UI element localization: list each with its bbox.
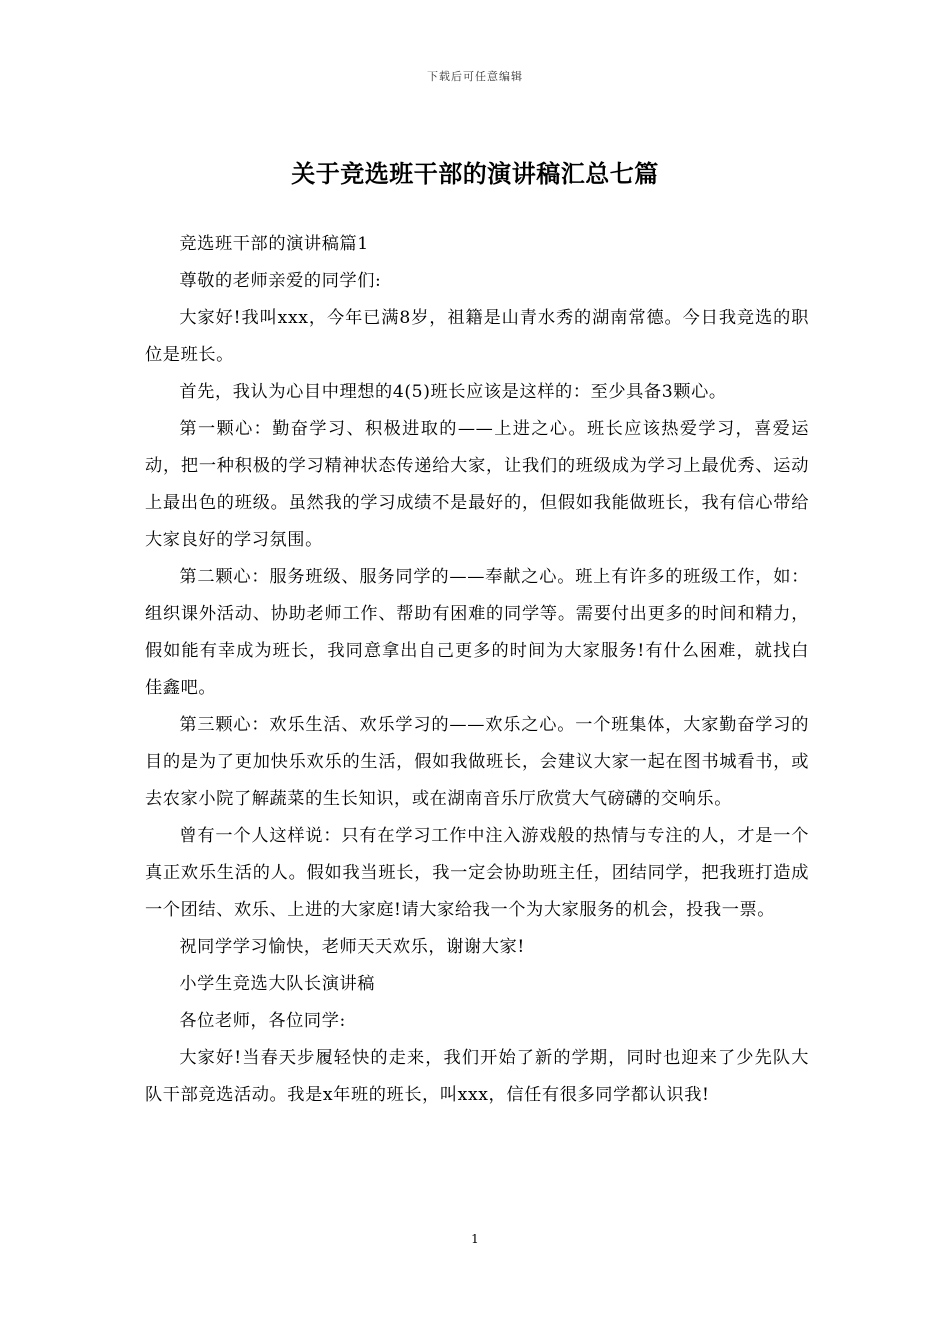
paragraph-introduction-2: 大家好!当春天步履轻快的走来，我们开始了新的学期，同时也迎来了少先队大队干部竞选活动。我是x年班的班长，叫xxx，信任有很多同学都认识我! [145,1048,809,1105]
paragraph-first-heart: 第一颗心：勤奋学习、积极进取的——上进之心。班长应该热爱学习，喜爱运动，把一种积极的学习精神状态传递给大家，让我们的班级成为学习上最优秀、运动上最出色的班级。虽然我的学习成绩不是最好的，但假如我能做班长，我有信心带给大家良好的学习氛围。 [145,419,809,550]
document-title: 关于竞选班干部的演讲稿汇总七篇 [291,159,659,188]
header-note: 下载后可任意编辑 [427,70,523,83]
paragraph-section-heading-1: 竞选班干部的演讲稿篇1 [179,234,369,254]
paragraph-closing: 祝同学学习愉快，老师天天欢乐，谢谢大家! [179,937,525,957]
paragraph-salutation-2: 各位老师，各位同学: [179,1011,346,1031]
paragraph-section-heading-2: 小学生竞选大队长演讲稿 [179,974,376,994]
paragraph-salutation-1: 尊敬的老师亲爱的同学们: [179,271,382,291]
paragraph-second-heart: 第二颗心：服务班级、服务同学的——奉献之心。班上有许多的班级工作，如：组织课外活动、协助老师工作、帮助有困难的同学等。需要付出更多的时间和精力，假如能有幸成为班长，我同意拿出自己更多的时间为大家服务!有什么困难，就找白佳鑫吧。 [145,567,809,698]
page-number: 1 [471,1232,479,1246]
paragraph-quote: 曾有一个人这样说：只有在学习工作中注入游戏般的热情与专注的人，才是一个真正欢乐生活的人。假如我当班长，我一定会协助班主任，团结同学，把我班打造成一个团结、欢乐、上进的大家庭!请大家给我一个为大家服务的机会，投我一票。 [145,826,809,920]
paragraph-introduction: 大家好!我叫xxx，今年已满8岁，祖籍是山青水秀的湖南常德。今日我竞选的职位是班长。 [145,308,809,365]
paragraph-three-hearts: 首先，我认为心目中理想的4(5)班长应该是这样的：至少具备3颗心。 [179,382,727,402]
document-body [145,226,809,1114]
paragraph-third-heart: 第三颗心：欢乐生活、欢乐学习的——欢乐之心。一个班集体，大家勤奋学习的目的是为了更加快乐欢乐的生活，假如我做班长，会建议大家一起在图书城看书，或去农家小院了解蔬菜的生长知识，或在湖南音乐厅欣赏大气磅礴的交响乐。 [145,715,809,809]
